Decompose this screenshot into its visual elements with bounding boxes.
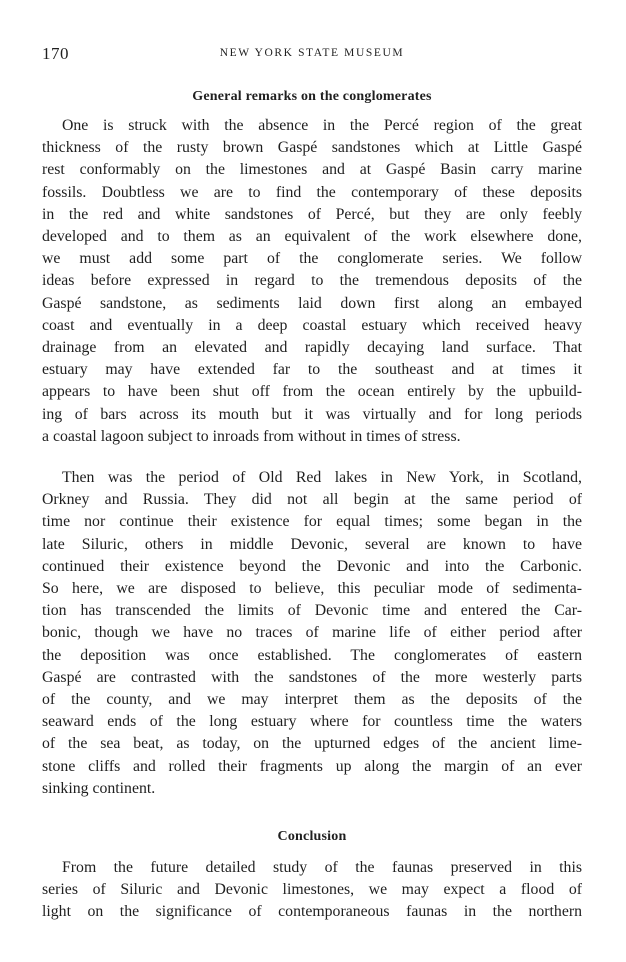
text-line: time nor continue their existence for equal times; some began in the [42, 513, 582, 531]
text-line: rest conformably on the limestones and at Gaspé Basin carry marine [42, 161, 582, 179]
text-line: series of Siluric and Devonic limestones, we may expect a flood of [42, 881, 582, 899]
text-line: fossils. Doubtless we are to find the contemporary of these deposits [42, 183, 582, 201]
section-heading-conclusion: Conclusion [277, 829, 347, 844]
text-line: a coastal lagoon subject to inroads from without in times of stress. [42, 427, 461, 445]
text-line: seaward ends of the long estuary where for countless time the waters [42, 713, 582, 731]
text-line: drainage from an elevated and rapidly decaying land surface. That [42, 339, 582, 357]
text-line: So here, we are disposed to believe, this peculiar mode of sedimenta- [42, 580, 582, 598]
text-line: continued their existence beyond the Devonic and into the Carbonic. [42, 557, 582, 575]
text-line: appears to have been shut off from the ocean entirely by the upbuild- [42, 383, 582, 401]
text-line: From the future detailed study of the faunas preserved in this [62, 859, 582, 876]
text-line: Then was the period of Old Red lakes in New York, in Scotland, [62, 469, 582, 486]
text-line: sinking continent. [42, 779, 156, 797]
text-line: late Siluric, others in middle Devonic, several are known to have [42, 535, 582, 553]
text-line: of the county, and we may interpret them as the deposits of the [42, 691, 582, 709]
text-line: coast and eventually in a deep coastal estuary which received heavy [42, 316, 582, 334]
text-line: stone cliffs and rolled their fragments up along the margin of an ever [42, 757, 582, 775]
paragraph [42, 467, 582, 800]
text-line: the deposition was once established. The conglomerates of eastern [42, 646, 582, 664]
text-line: Orkney and Russia. They did not all begin at the same period of [42, 491, 582, 509]
page-header [42, 44, 582, 66]
text-line: we must add some part of the conglomerate series. We follow [42, 250, 582, 268]
text-line: Gaspé sandstone, as sediments laid down first along an embayed [42, 294, 582, 312]
running-head: NEW YORK STATE MUSEUM [219, 47, 405, 59]
text-line: thickness of the rusty brown Gaspé sandstones which at Little Gaspé [42, 139, 582, 157]
paragraph [42, 857, 582, 924]
text-line: developed and to them as an equivalent of the work elsewhere done, [42, 228, 582, 246]
text-line: of the sea beat, as today, on the upturned edges of the ancient lime- [42, 735, 582, 753]
page-number: 170 [42, 44, 69, 63]
text-line: One is struck with the absence in the Percé region of the great [62, 117, 582, 134]
paragraph [42, 115, 582, 448]
text-line: estuary may have extended far to the southeast and at times it [42, 361, 582, 379]
text-line: light on the significance of contemporaneous faunas in the northern [42, 903, 582, 921]
text-line: tion has transcended the limits of Devonic time and entered the Car- [42, 602, 582, 620]
text-line: bonic, though we have no traces of marine life of either period after [42, 624, 582, 642]
text-line: in the red and white sandstones of Percé, but they are only feebly [42, 205, 582, 223]
section-heading-conglomerates: General remarks on the conglomerates [192, 89, 432, 104]
text-line: Gaspé are contrasted with the sandstones of the more westerly parts [42, 668, 582, 686]
text-line: ideas before expressed in regard to the tremendous deposits of the [42, 272, 582, 290]
text-line: ing of bars across its mouth but it was virtually and for long periods [42, 405, 582, 423]
